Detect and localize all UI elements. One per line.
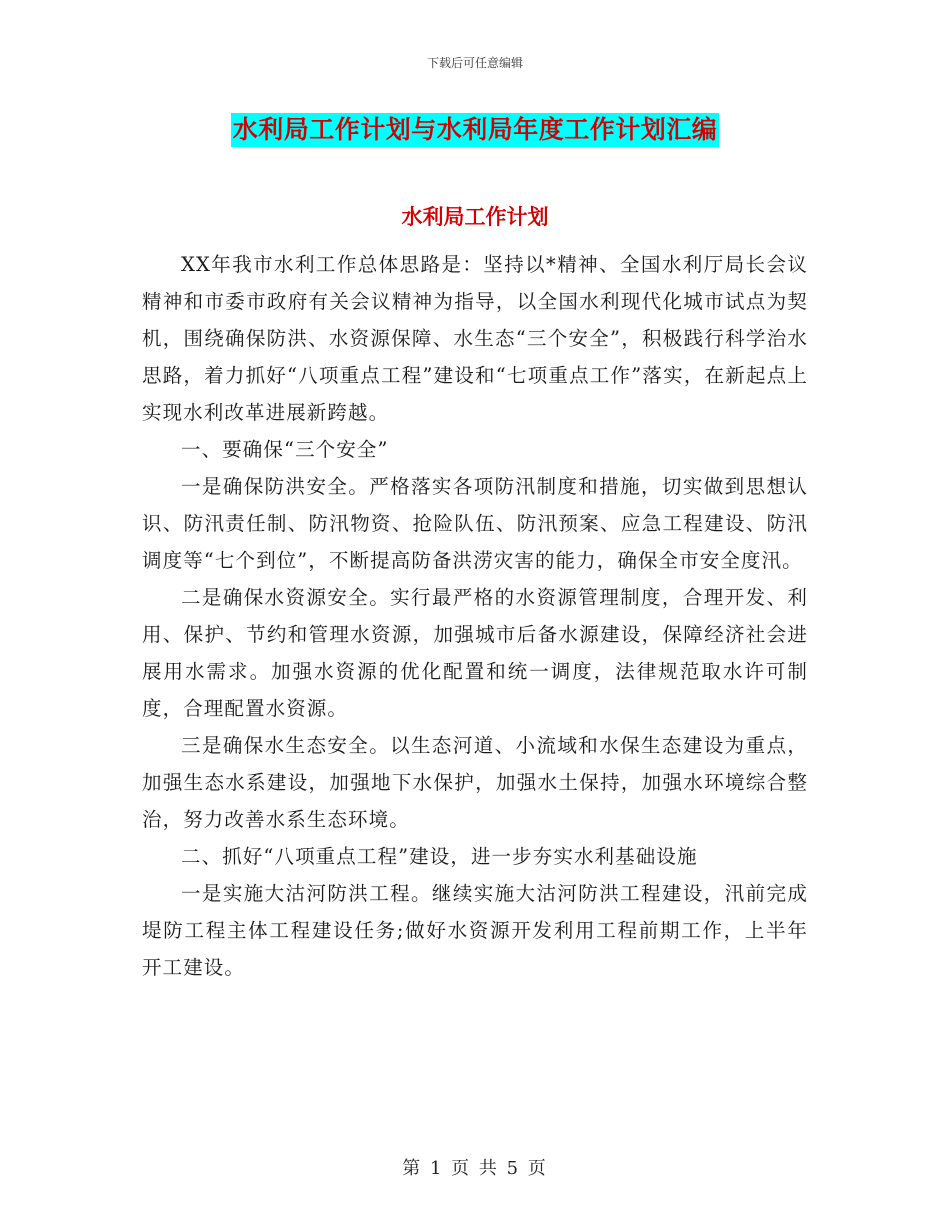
section-title: 水利局工作计划 [401, 205, 549, 229]
paragraph-ecology-safety: 三是确保水生态安全。以生态河道、小流域和水保生态建设为重点，加强生态水系建设，加强地下水保护，加强水土保持，加强水环境综合整治，努力改善水系生态环境。 [142, 734, 808, 831]
main-title: 水利局工作计划与水利局年度工作计划汇编 [231, 113, 720, 147]
heading-three-safeties: 一、要确保“三个安全” [181, 438, 389, 461]
header-note: 下载后可任意编辑 [426, 56, 523, 70]
paragraph-water-resource-safety: 二是确保水资源安全。实行最严格的水资源管理制度，合理开发、利用、保护、节约和管理水资源，加强城市后备水源建设，保障经济社会进展用水需求。加强水资源的优化配置和统一调度，法律规范取水许可制度，合理配置水资源。 [142, 586, 808, 720]
page-number-footer: 第 1 页 共 5 页 [402, 1158, 548, 1179]
body-text [142, 246, 808, 986]
paragraph-flood-safety: 一是确保防洪安全。严格落实各项防汛制度和措施，切实做到思想认识、防汛责任制、防汛物资、抢险队伍、防汛预案、应急工程建设、防汛调度等“七个到位”，不断提高防备洪涝灾害的能力，确保全市安全度汛。 [142, 475, 808, 572]
paragraph-intro: XX年我市水利工作总体思路是：坚持以*精神、全国水利厅局长会议精神和市委市政府有关会议精神为指导，以全国水利现代化城市试点为契机，围绕确保防洪、水资源保障、水生态“三个安全”，积极践行科学治水思路，着力抓好“八项重点工程”建设和“七项重点工作”落实，在新起点上实现水利改革进展新跨越。 [142, 253, 808, 424]
main-title-container [0, 113, 950, 147]
paragraph-dagu-river: 一是实施大沽河防洪工程。继续实施大沽河防洪工程建设，汛前完成堤防工程主体工程建设任务;做好水资源开发利用工程前期工作，上半年开工建设。 [142, 882, 808, 979]
heading-eight-projects: 二、抓好“八项重点工程”建设，进一步夯实水利基础设施 [181, 845, 698, 868]
